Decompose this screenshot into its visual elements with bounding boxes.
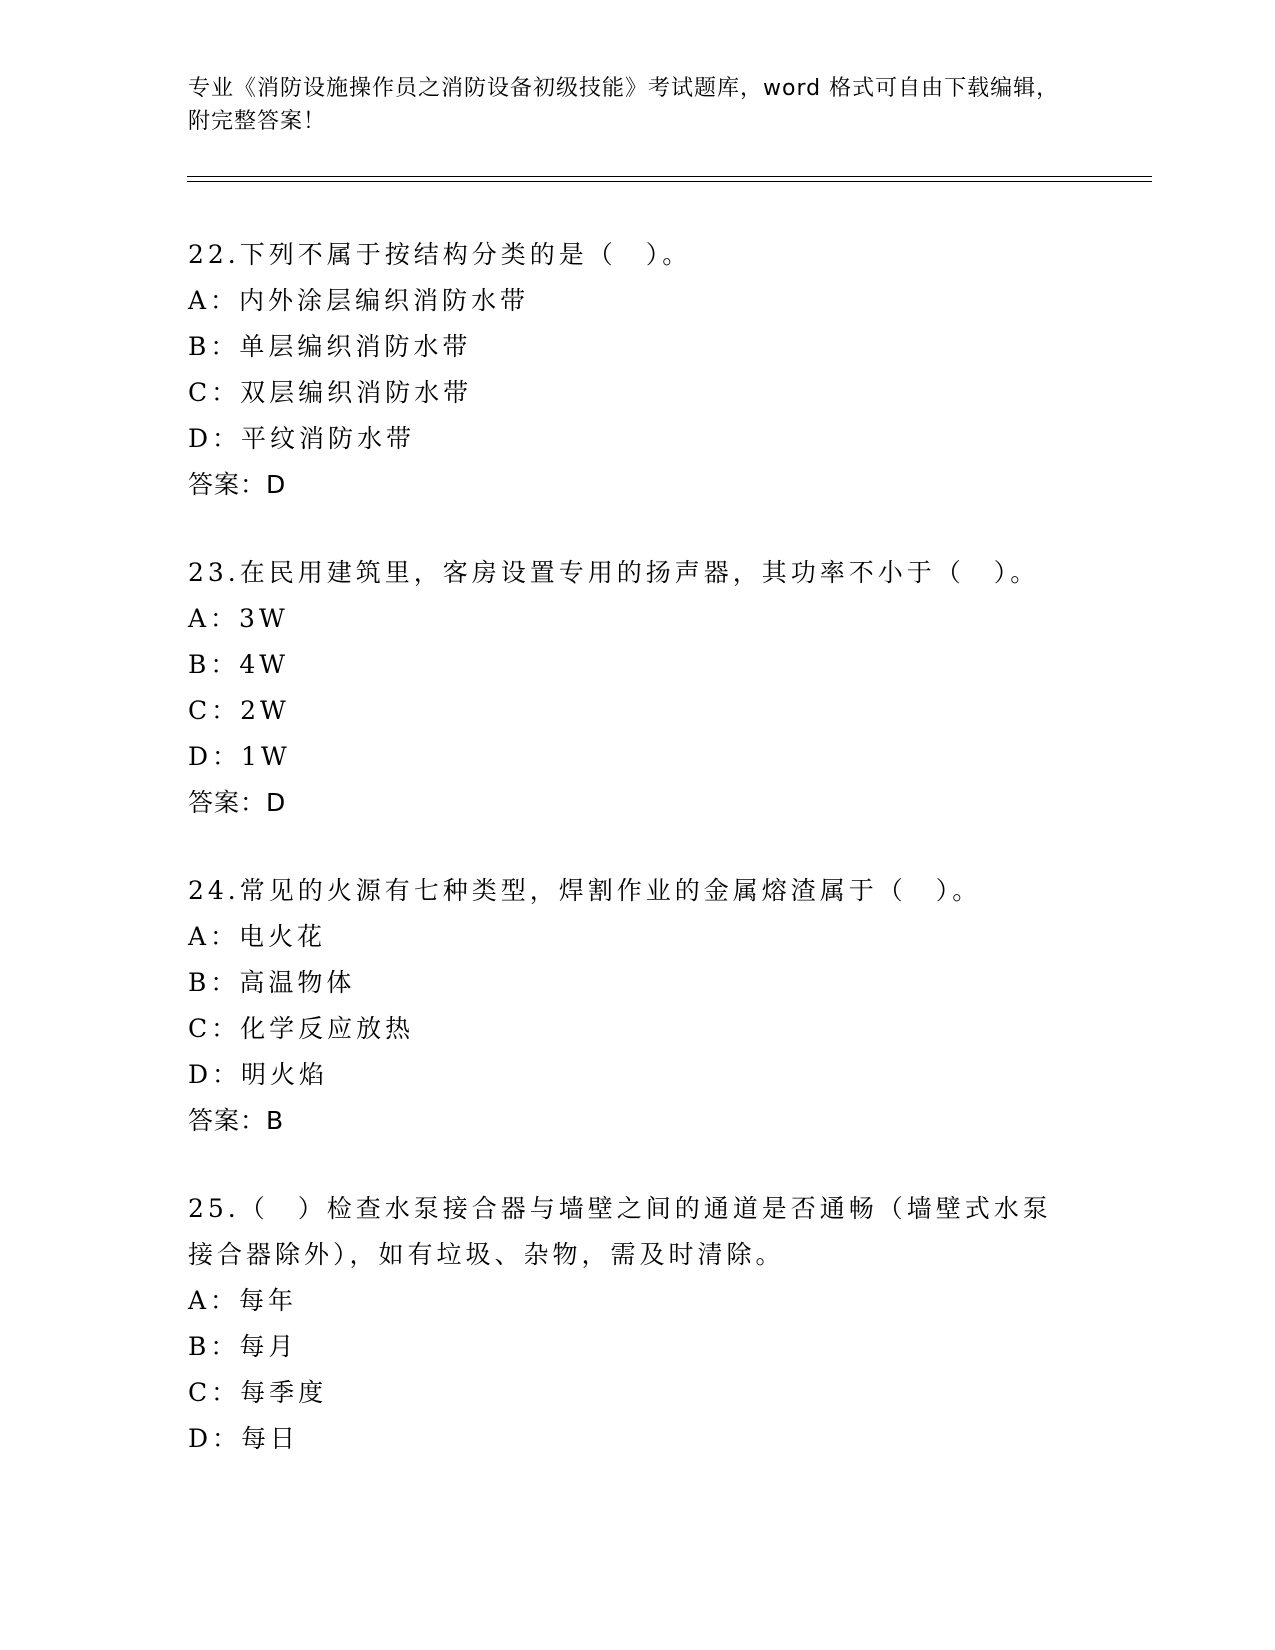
option-d: D：平纹消防水带 (188, 424, 416, 453)
answer: 答案：D (188, 470, 287, 499)
header-divider-bottom (187, 181, 1152, 182)
question-stem: 23.在民用建筑里，客房设置专用的扬声器，其功率不小于（ ）。 (188, 558, 1040, 587)
answer: 答案：D (188, 788, 287, 817)
option-c: C：2W (188, 696, 290, 725)
document-header: 专业《消防设施操作员之消防设备初级技能》考试题库，word 格式可自由下载编辑，附完整答案！ (188, 76, 1060, 134)
option-b: B：每月 (188, 1332, 298, 1361)
option-c: C：化学反应放热 (188, 1014, 415, 1043)
answer: 答案：B (188, 1106, 285, 1135)
option-a: A：3W (188, 604, 289, 633)
option-a: A：电火花 (188, 922, 327, 951)
question-25 (188, 1186, 1088, 1462)
question-stem: 24.常见的火源有七种类型，焊割作业的金属熔渣属于（ ）。 (188, 876, 982, 905)
question-23 (188, 550, 1088, 826)
question-stem: 22.下列不属于按结构分类的是（ ）。 (188, 240, 692, 269)
option-a: A：内外涂层编织消防水带 (188, 286, 530, 315)
option-b: B：高温物体 (188, 968, 356, 997)
option-c: C：双层编织消防水带 (188, 378, 473, 407)
option-a: A：每年 (188, 1286, 298, 1315)
option-c: C：每季度 (188, 1378, 328, 1407)
option-b: B：单层编织消防水带 (188, 332, 472, 361)
option-d: D：1W (188, 742, 291, 771)
question-24 (188, 868, 1088, 1144)
question-stem: 25.（ ）检查水泵接合器与墙壁之间的通道是否通畅（墙壁式水泵接合器除外），如有垃圾、杂物，需及时清除。 (188, 1194, 1052, 1269)
option-b: B：4W (188, 650, 289, 679)
header-divider-top (187, 176, 1152, 177)
option-d: D：每日 (188, 1424, 300, 1453)
question-22 (188, 232, 1088, 508)
option-d: D：明火焰 (188, 1060, 329, 1089)
